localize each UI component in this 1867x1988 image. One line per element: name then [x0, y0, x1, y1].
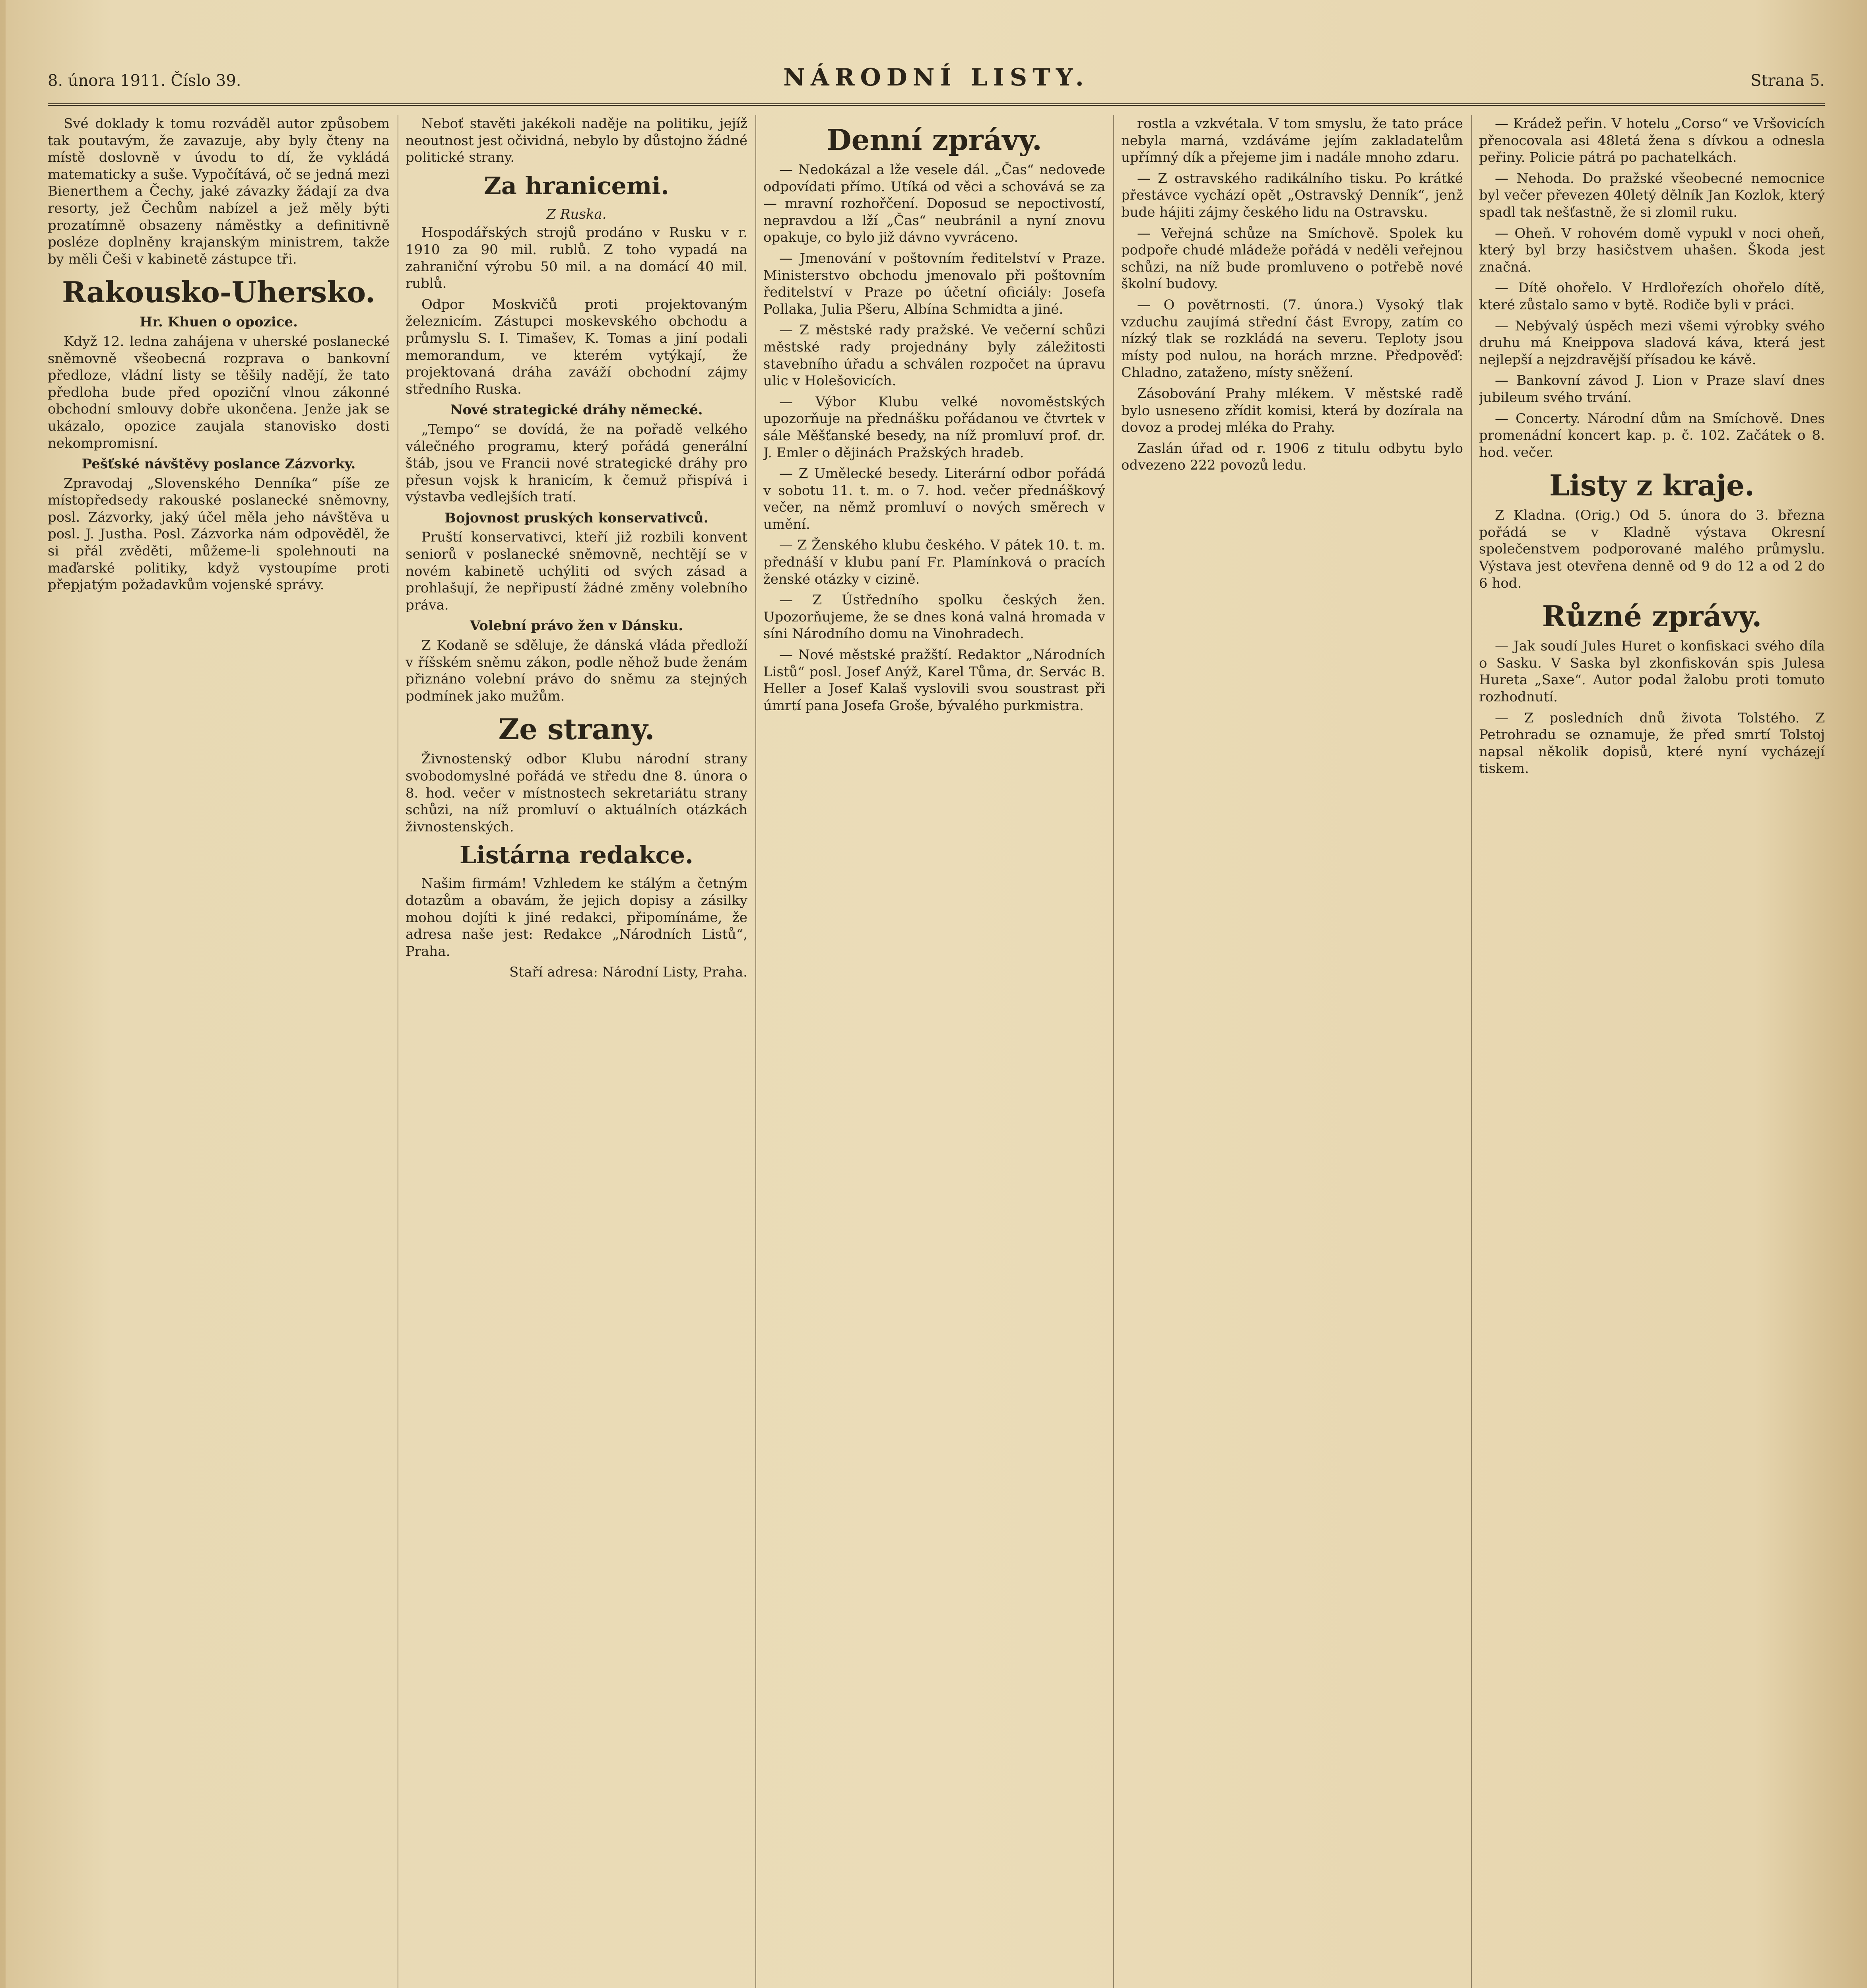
column-2 — [406, 115, 747, 1988]
article-text: Zásobování Prahy mlékem. V městské radě bylo usneseno zřídit komisi, která by dozírala na dovoz a prodej mléka do Prahy. — [1121, 385, 1463, 436]
article-text: — Nebývalý úspěch mezi všemi výrobky svého druhu má Kneippova sladová káva, která jest nejlepší a nejzdravější přísadou ke kávě. — [1479, 318, 1825, 368]
column-3 — [763, 115, 1105, 1988]
article-subheading: Bojovnost pruských konservativců. — [444, 510, 708, 526]
article-text: — O povětrnosti. (7. února.) Vysoký tlak vzduchu zaujímá střední část Evropy, zatím co nízký tlak se rozkládá na severu. Teploty jsou místy pod nulou, na horách mrzne. Předpověď: Chladno, zataženo, místy sněžení. — [1121, 297, 1463, 381]
article-text: Odpor Moskvičů proti projektovaným železnicím. Zástupci moskevského obchodu a průmyslu S. I. Timašev, K. Tomas a jiní podali memorandum, ve kterém vytýkají, že projektovaná dráha zaváží obchodní zájmy středního Ruska. — [406, 296, 747, 397]
section-heading-rakousko: Rakousko-Uhersko. — [62, 275, 375, 309]
article-text: — Z posledních dnů života Tolstého. Z Petrohradu se oznamuje, že před smrtí Tolstoj napsal několik dopisů, které nyní vycházejí tiskem. — [1479, 710, 1825, 777]
article-subheading: Pešťské návštěvy poslance Zázvorky. — [82, 456, 356, 472]
column-1 — [48, 115, 390, 1988]
article-text: — Oheň. V rohovém domě vypukl v noci oheň, který byl brzy hasičstvem uhašen. Škoda jest značná. — [1479, 225, 1825, 275]
section-heading-ze-strany: Ze strany. — [498, 712, 655, 746]
article-signature: Staří adresa: Národní Listy, Praha. — [509, 964, 747, 980]
section-heading-denni-zpravy: Denní zprávy. — [827, 123, 1042, 157]
article-text: Zpravodaj „Slovenského Denníka“ píše ze místopředsedy rakouské poslanecké sněmovny, posl. Zázvorky, jaký účel měla jeho návštěva u posl. J. Justha. Posl. Zázvorka nám odpověděl, že si přál zvěděti, můžeme-li spolehnouti na maďarské politiky, když vystoupíme proti přepjatým požadavkům vojenské správy. — [48, 475, 390, 593]
article-text: — Z ostravského radikálního tisku. Po krátké přestávce vychází opět „Ostravský Denník“, jenž bude hájiti zájmy českého lidu na Ostravsku. — [1121, 170, 1463, 220]
article-subheading: Z Ruska. — [546, 206, 607, 222]
section-heading-ruzne-zpravy: Různé zprávy. — [1542, 599, 1762, 633]
article-text: Pruští konservativci, kteří již rozbili konvent seniorů v poslanecké sněmovně, nechtějí se v novém kabinetě uchýliti od svých zásad a prohlašují, že nepřipustí žádné změny volebního práva. — [406, 529, 747, 613]
article-text: Z Kodaně se sděluje, že dánská vláda předloží v říšském sněmu zákon, podle něhož bude ženám přiznáno volební právo do sněmu za stejných podmínek jako mužům. — [406, 637, 747, 704]
article-text: — Z Ústředního spolku českých žen. Upozorňujeme, že se dnes koná valná hromada v síni Národního domu na Vinohradech. — [763, 592, 1105, 642]
article-subheading: Hr. Khuen o opozice. — [140, 314, 298, 330]
article-text: Hospodářských strojů prodáno v Rusku v r. 1910 za 90 mil. rublů. Z toho vypadá na zahraniční výrobu 50 mil. a na domácí 40 mil. rublů. — [406, 225, 747, 292]
masthead — [48, 60, 1825, 106]
column-divider — [1113, 115, 1114, 1988]
article-text: — Concerty. Národní dům na Smíchově. Dnes promenádní koncert kap. p. č. 102. Začátek o 8. hod. večer. — [1479, 410, 1825, 460]
article-subheading: Volební právo žen v Dánsku. — [470, 618, 683, 634]
article-text: — Z Umělecké besedy. Literární odbor pořádá v sobotu 11. t. m. o 7. hod. večer přednáškový večer, na němž promluví o nových směrech v umění. — [763, 466, 1105, 532]
section-heading-listarna: Listárna redakce. — [459, 841, 694, 870]
article-text: Z Kladna. (Orig.) Od 5. února do 3. března pořádá se v Kladně výstava Okresní společenstvem podporované malého průmyslu. Výstava jest otevřena denně od 9 do 12 a od 2 do 6 hod. — [1479, 507, 1825, 591]
article-text: — Nehoda. Do pražské všeobecné nemocnice byl večer převezen 40letý dělník Jan Kozlok, který spadl tak nešťastně, že si zlomil ruku. — [1479, 170, 1825, 220]
section-heading-za-hranicemi: Za hranicemi. — [484, 172, 669, 200]
article-text: — Výbor Klubu velké novoměstských upozorňuje na přednášku pořádanou ve čtvrtek v sále Měšťanské besedy, na níž promluví prof. dr. J. Emler o dějinách Pražských hradeb. — [763, 394, 1105, 461]
article-text: — Z městské rady pražské. Ve večerní schůzi městské rady projednány byly záležitosti stavebního úřadu a schválen rozpočet na úpravu ulic v Holešovicích. — [763, 322, 1105, 389]
article-text: — Veřejná schůze na Smíchově. Spolek ku podpoře chudé mládeže pořádá v neděli veřejnou schůzi, na níž bude promluveno o potřebě nové školní budovy. — [1121, 225, 1463, 292]
article-text: — Jak soudí Jules Huret o konfiskaci svého díla o Sasku. V Saska byl zkonfiskován spis Julesa Hureta „Saxe“. Autor podal žalobu proti tomuto rozhodnutí. — [1479, 638, 1825, 705]
article-text: „Tempo“ se dovídá, že na pořadě velkého válečného programu, který pořádá generální štáb, jsou ve Francii nové strategické dráhy pro přesun vojsk k hranicím, k čemuž přispívá i výstavba vedlejších tratí. — [406, 421, 747, 505]
article-text: — Nedokázal a lže vesele dál. „Čas“ nedovede odpovídati přímo. Utíká od věci a schovává se za — mravní rozhořčení. Doposud se nepoctivostí, nepravdou a lží „Čas“ neubránil a nyní znovu opakuje, co bylo již dávno vyvráceno. — [763, 162, 1105, 246]
article-text: — Nové městské pražští. Redaktor „Národních Listů“ posl. Josef Anýž, Karel Tůma, dr. Servác B. Heller a Josef Kalaš vyslovili svou soustrast při úmrtí pana Josefa Groše, bývalého purkmistra. — [763, 647, 1105, 714]
article-text: — Dítě ohořelo. V Hrdlořezích ohořelo dítě, které zůstalo samo v bytě. Rodiče byli v práci. — [1479, 280, 1825, 313]
page-edge-shadow — [0, 0, 6, 1988]
column-divider — [1471, 115, 1472, 1988]
article-subheading: Nové strategické dráhy německé. — [450, 402, 703, 418]
article-text: — Jmenování v poštovním ředitelství v Praze. Ministerstvo obchodu jmenovalo při poštovním ředitelství v Praze po účetní oficiály: Josefa Pollaka, Julia Pšeru, Albína Schmidta a jiné. — [763, 250, 1105, 317]
article-text: — Krádež peřin. V hotelu „Corso“ ve Vršovicích přenocovala asi 48letá žena s dívkou a odnesla peřiny. Policie pátrá po pachatelkách. — [1479, 116, 1825, 166]
article-text: Živnostenský odbor Klubu národní strany svobodomyslné pořádá ve středu dne 8. února o 8. hod. večer v místnostech sekretariátu strany schůzi, na níž promluví o aktuálních otázkách živnostenských. — [406, 751, 747, 835]
column-4 — [1121, 115, 1463, 1988]
newspaper-title: NÁRODNÍ LISTY. — [783, 64, 1089, 91]
article-text: rostla a vzkvétala. V tom smyslu, že tato práce nebyla marná, vzdáváme jejím zakladatelům upřímný dík a přejeme jim i nadále mnoho zdaru. — [1121, 116, 1463, 166]
article-text: Své doklady k tomu rozváděl autor způsobem tak poutavým, že zavazuje, aby byly čteny na místě doslovně v úvodu to dí, že vykládá matematicky a suše. Vypočítává, oč se jedná mezi Bienerthem a Čechy, jaké závazky žádají za dva resorty, jež Čechům nabízel a jež měly býti prozatímně obsazeny náměstky a definitivně posléze doplněny krajanským ministrem, takže by měli Češi v kabinetě zástupce tři. — [48, 116, 390, 267]
article-text: Zaslán úřad od r. 1906 z titulu odbytu bylo odvezeno 222 povozů ledu. — [1121, 440, 1463, 474]
article-text: — Z Ženského klubu českého. V pátek 10. t. m. přednáší v klubu paní Fr. Plamínková o pracích ženské otázky v cizině. — [763, 537, 1105, 587]
article-text: Neboť stavěti jakékoli naděje na politiku, jejíž neoutnost jest očividná, nebylo by důstojno žádné politické strany. — [406, 116, 747, 166]
article-text: Našim firmám! Vzhledem ke stálým a četným dotazům a obavám, že jejich dopisy a zásilky mohou dojíti k jiné redakci, připomínáme, že adresa naše jest: Redakce „Národních Listů“, Praha. — [406, 876, 747, 959]
section-heading-listy-z-kraje: Listy z kraje. — [1549, 468, 1755, 503]
issue-date: 8. února 1911. Číslo 39. — [48, 72, 241, 90]
column-5 — [1479, 115, 1825, 1988]
article-text: — Bankovní závod J. Lion v Praze slaví dnes jubileum svého trvání. — [1479, 373, 1825, 406]
column-divider — [755, 115, 756, 1988]
article-text: Když 12. ledna zahájena v uherské poslanecké sněmovně všeobecná rozprava o bankovní předloze, vládní listy se těšily nadějí, že tato předloha bude před opoziční vlnou zákonné obchodní smlouvy dobře ukončena. Jenže jak se ukázalo, opozice zaujala stanovisko dosti nekompromisní. — [48, 333, 390, 451]
page-number: Strana 5. — [1751, 72, 1825, 90]
